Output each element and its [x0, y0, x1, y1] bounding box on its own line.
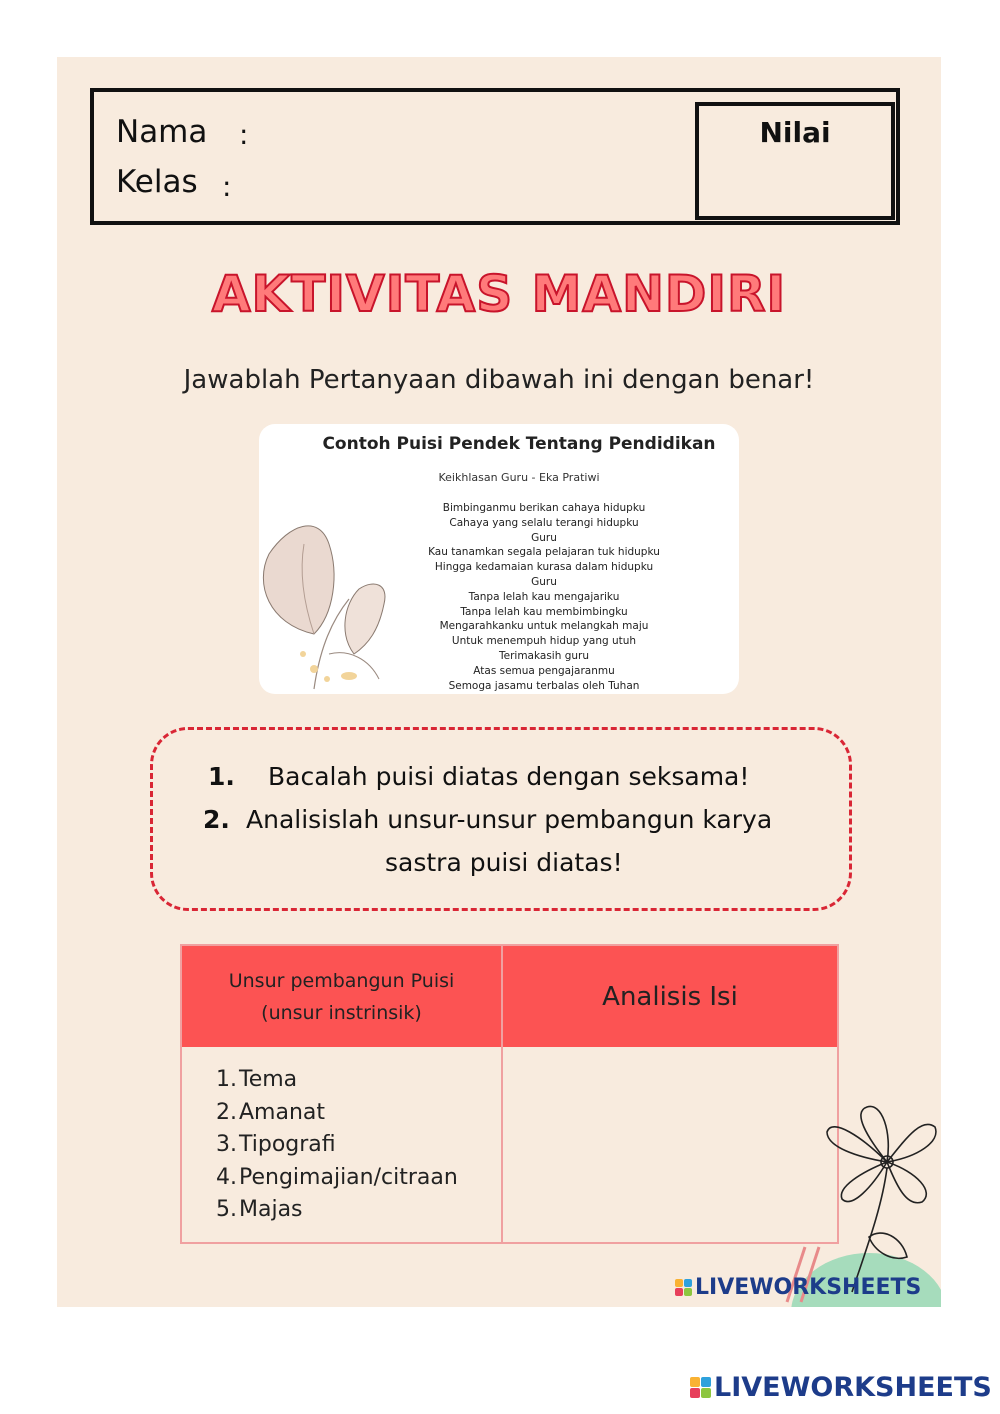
poem-lines [349, 501, 739, 693]
liveworksheets-logo [675, 1275, 921, 1300]
poem-line: Semoga jasamu terbalas oleh Tuhan [448, 679, 640, 692]
logo-squares-icon [690, 1377, 711, 1398]
list-item: 4.Pengimajian/citraan [216, 1164, 458, 1190]
page-title: AKTIVITAS MANDIRI [211, 265, 787, 323]
list-item: 5.Majas [216, 1197, 303, 1222]
tasks-box [150, 727, 852, 911]
poem-line: Hingga kedamaian kurasa dalam hidupku [434, 561, 654, 574]
liveworksheets-footer-logo [690, 1372, 992, 1403]
header-left-line2: (unsur instrinsik) [261, 1001, 422, 1024]
logo-squares-icon [675, 1279, 692, 1296]
instruction-text: Jawablah Pertanyaan dibawah ini dengan benar! [183, 365, 815, 395]
task-text-continued: sastra puisi diatas! [385, 848, 623, 877]
table-header-analisis: Analisis Isi [503, 946, 837, 1047]
poem-line: Guru [531, 575, 557, 588]
student-info-box [90, 88, 900, 225]
poem-title: Contoh Puisi Pendek Tentang Pendidikan [322, 434, 716, 454]
poem-line: Cahaya yang selalu terangi hidupku [449, 516, 639, 529]
table-header-unsur [182, 946, 501, 1047]
nama-label: Nama [116, 114, 208, 150]
poem-line: Kau tanamkan segala pelajaran tuk hidupku [428, 546, 660, 559]
header-left-line1: Unsur pembangun Puisi [228, 969, 455, 992]
poem-line: Bimbinganmu berikan cahaya hidupku [442, 502, 646, 514]
flower-corner-icon [757, 1087, 941, 1307]
poem-line: Terimakasih guru [499, 649, 589, 662]
unsur-list [212, 1064, 458, 1227]
poem-card [259, 424, 739, 694]
list-item: 2.Amanat [216, 1099, 326, 1125]
task-number: 2. [203, 805, 230, 834]
nilai-label: Nilai [759, 116, 831, 149]
poem-line: Guru [531, 531, 557, 544]
task-text: Analisislah unsur-unsur pembangun karya [246, 805, 773, 834]
kelas-label: Kelas [116, 164, 198, 200]
worksheet-page [57, 57, 941, 1307]
list-item: 1.Tema [216, 1067, 298, 1092]
nama-colon: : [239, 118, 249, 151]
task-number: 1. [208, 762, 235, 791]
list-item: 3.Tipografi [216, 1132, 336, 1157]
kelas-colon: : [222, 170, 232, 203]
poem-line: Tanpa lelah kau membimbingku [460, 605, 628, 618]
brand-text: LIVEWORKSHEETS [695, 1275, 922, 1300]
brand-text: LIVEWORKSHEETS [714, 1372, 992, 1403]
poem-line: Untuk menempuh hidup yang utuh [451, 635, 637, 648]
column-divider [501, 946, 503, 1242]
poem-line: Mengarahkanku untuk melangkah maju [439, 620, 649, 633]
nilai-box [695, 102, 895, 220]
poem-line: Atas semua pengajaranmu [473, 664, 615, 677]
task-text: Bacalah puisi diatas dengan seksama! [268, 762, 750, 791]
analysis-table [180, 944, 839, 1244]
poem-subtitle: Keikhlasan Guru - Eka Pratiwi [438, 471, 600, 484]
poem-line: Tanpa lelah kau mengajariku [468, 590, 620, 603]
